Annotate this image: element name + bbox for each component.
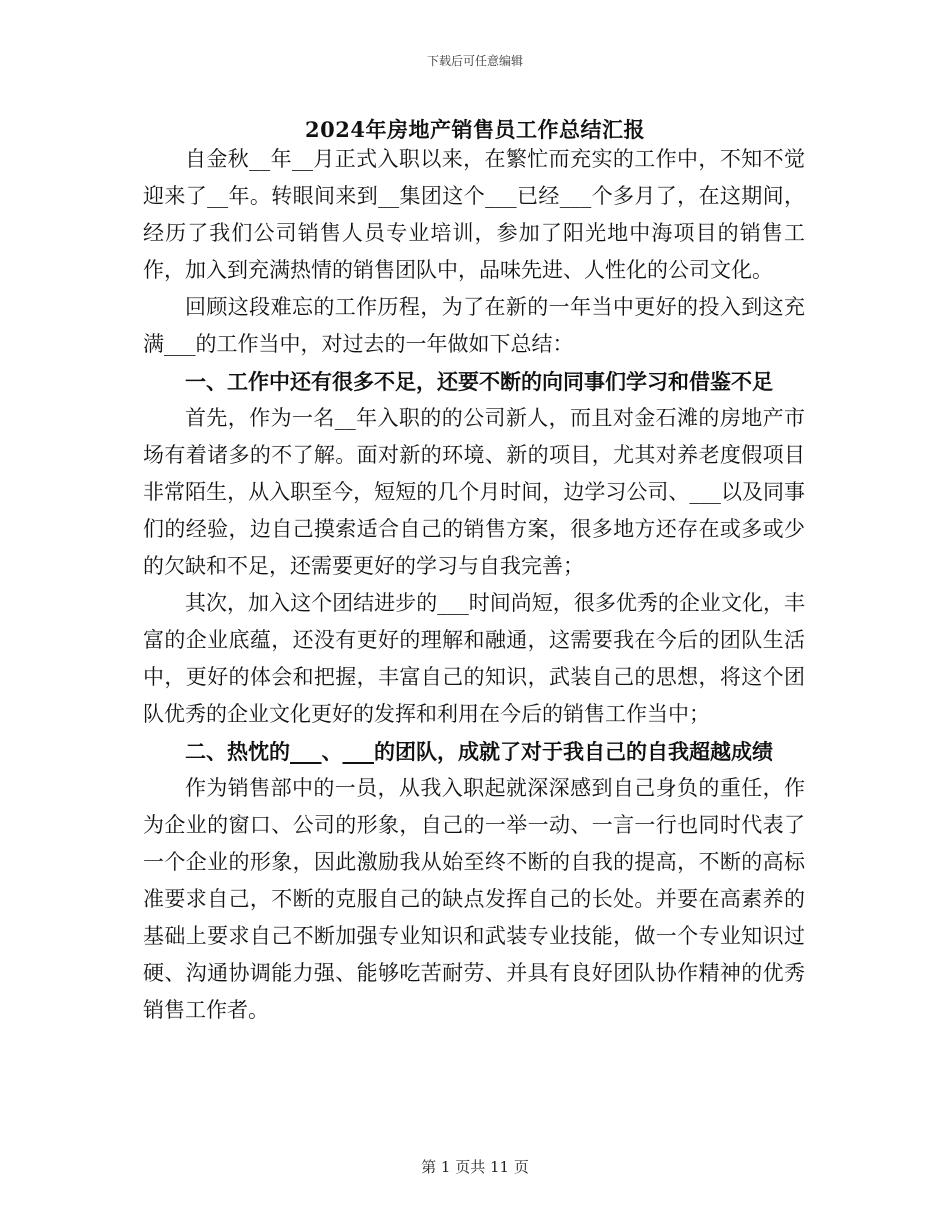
paragraph-intro: 自金秋__年__月正式入职以来，在繁忙而充实的工作中，不知不觉迎来了__年。转眼间来到__集团这个___已经___个多月了，在这期间，经历了我们公司销售人员专业培训，参加了阳光地中海项目的销售工作，加入到充满热情的销售团队中，品味先进、人性化的公司文化。 [143, 147, 805, 282]
paragraph-second: 其次，加入这个团结进步的___时间尚短，很多优秀的企业文化，丰富的企业底蕴，还没有更好的理解和融通，这需要我在今后的团队生活中，更好的体会和把握，丰富自己的知识，武装自己的思想，将这个团队优秀的企业文化更好的发挥和利用在今后的销售工作当中； [143, 591, 805, 726]
section-heading-two: 二、热忱的___、___的团队，成就了对于我自己的自我超越成绩 [185, 739, 773, 764]
section-heading-one: 一、工作中还有很多不足，还要不断的向同事们学习和借鉴不足 [185, 369, 773, 394]
document-body [143, 141, 805, 1029]
paragraph-review: 回顾这段难忘的工作历程，为了在新的一年当中更好的投入到这充满___的工作当中，对过去的一年做如下总结： [143, 295, 805, 356]
page-number: 第 1 页共 11 页 [421, 1158, 529, 1176]
page-header-note: 下载后可任意编辑 [426, 54, 523, 68]
paragraph-sales-role: 作为销售部中的一员，从我入职起就深深感到自己身负的重任，作为企业的窗口、公司的形象，自己的一举一动、一言一行也同时代表了一个企业的形象，因此激励我从始至终不断的自我的提高，不断的高标准要求自己，不断的克服自己的缺点发挥自己的长处。并要在高素养的基础上要求自己不断加强专业知识和武装专业技能，做一个专业知识过硬、沟通协调能力强、能够吃苦耐劳、并具有良好团队协作精神的优秀销售工作者。 [143, 776, 805, 1022]
document-title: 2024年房地产销售员工作总结汇报 [305, 117, 645, 142]
paragraph-first: 首先，作为一名__年入职的的公司新人，而且对金石滩的房地产市场有着诸多的不了解。面对新的环境、新的项目，尤其对养老度假项目非常陌生，从入职至今，短短的几个月时间，边学习公司、___以及同事们的经验，边自己摸索适合自己的销售方案，很多地方还存在或多或少的欠缺和不足，还需要更好的学习与自我完善； [143, 406, 805, 578]
